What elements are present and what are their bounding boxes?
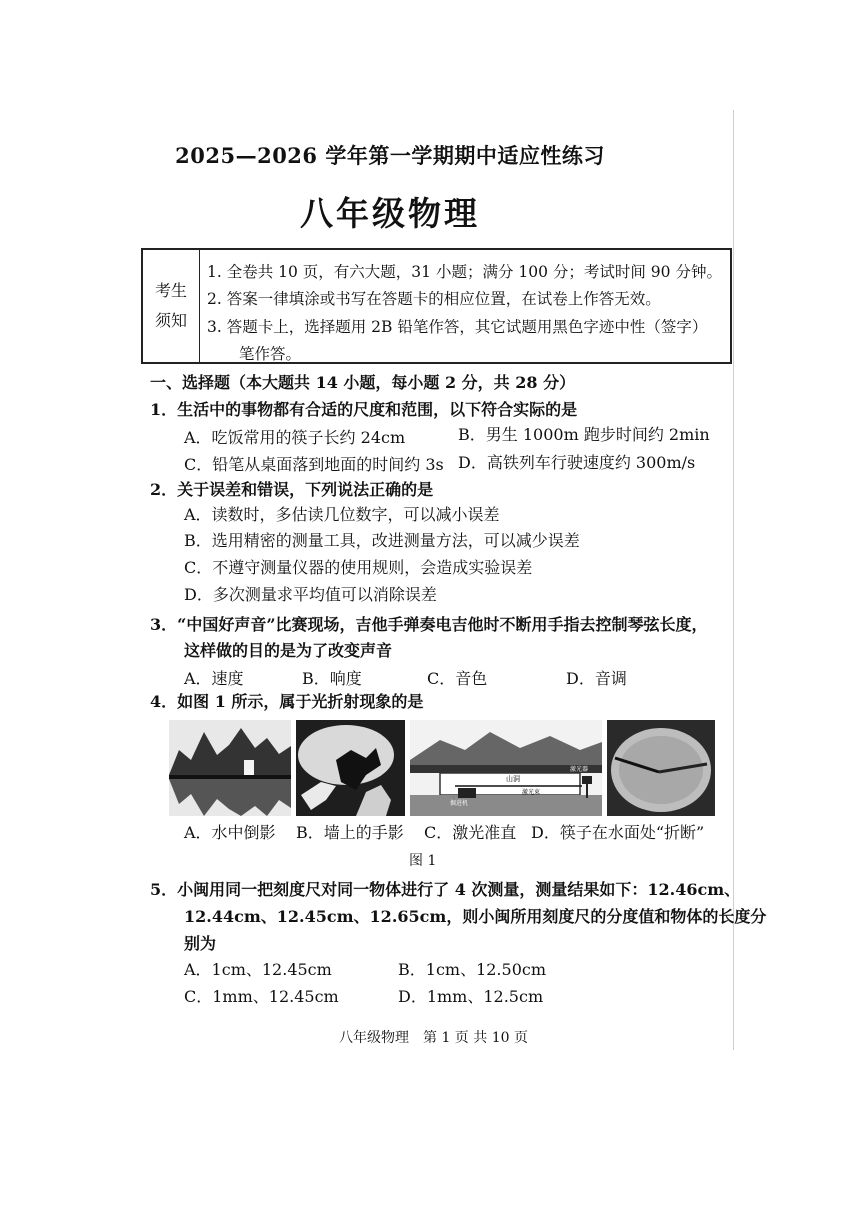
question-5-stem-line1: 5．小闽用同一把刻度尺对同一物体进行了 4 次测量，测量结果如下：12.46cm、 bbox=[150, 880, 741, 899]
question-5-option-d: D．1mm、12.5cm bbox=[398, 987, 544, 1006]
question-3-option-d: D．音调 bbox=[566, 669, 627, 688]
question-3-option-a: A．速度 bbox=[184, 669, 244, 688]
figure-caption: 图 1 bbox=[409, 853, 437, 869]
question-4-option-b: B．墙上的手影 bbox=[296, 823, 404, 842]
question-3-stem-line1: 3．“中国好声音”比赛现场，吉他手弹奏电吉他时不断用手指去控制琴弦长度， bbox=[150, 615, 708, 634]
question-3-stem-line2: 这样做的目的是为了改变声音 bbox=[184, 641, 393, 660]
question-5-option-a: A．1cm、12.45cm bbox=[184, 960, 332, 979]
section-heading: 一、选择题（本大题共 14 小题，每小题 2 分，共 28 分） bbox=[150, 373, 576, 392]
page-footer: 八年级物理 第 1 页 共 10 页 bbox=[339, 1030, 528, 1046]
figure-image-chopsticks bbox=[607, 720, 715, 816]
subject-title: 八年级物理 bbox=[300, 194, 480, 233]
question-5-stem-line3: 别为 bbox=[184, 934, 217, 953]
question-5-option-c: C．1mm、12.45cm bbox=[184, 987, 339, 1006]
question-4-option-a: A．水中倒影 bbox=[184, 823, 276, 842]
figure-label-laser: 激光器 bbox=[570, 766, 589, 773]
question-4-option-c: C．激光准直 bbox=[424, 823, 517, 842]
question-2-option-b: B．选用精密的测量工具，改进测量方法，可以减少误差 bbox=[184, 531, 580, 550]
question-1-stem: 1．生活中的事物都有合适的尺度和范围，以下符合实际的是 bbox=[150, 400, 578, 419]
question-3-option-b: B．响度 bbox=[302, 669, 362, 688]
notice-label-line1: 考生 bbox=[154, 281, 187, 300]
question-5-option-b: B．1cm、12.50cm bbox=[398, 960, 547, 979]
figure-label-beam: 激光束 bbox=[522, 789, 541, 796]
notice-label-line2: 须知 bbox=[154, 311, 187, 330]
figure-label-machine: 掘进机 bbox=[450, 800, 469, 807]
question-4-stem: 4．如图 1 所示，属于光折射现象的是 bbox=[150, 692, 424, 711]
question-5-stem-line2: 12.44cm、12.45cm、12.65cm，则小闽所用刻度尺的分度值和物体的长度分 bbox=[184, 907, 767, 926]
notice-rule-3-cont: 笔作答。 bbox=[239, 345, 302, 363]
question-1-option-b: B．男生 1000m 跑步时间约 2min bbox=[458, 425, 710, 444]
question-1-option-d: D．高铁列车行驶速度约 300m/s bbox=[458, 453, 696, 472]
question-1-option-a: A．吃饭常用的筷子长约 24cm bbox=[184, 428, 406, 447]
question-2-option-c: C．不遵守测量仪器的使用规则，会造成实验误差 bbox=[184, 558, 533, 577]
notice-rule-2: 2. 答案一律填涂或书写在答题卡的相应位置，在试卷上作答无效。 bbox=[207, 290, 661, 308]
figure-label-tunnel: 山洞 bbox=[506, 775, 520, 783]
question-1-option-c: C．铅笔从桌面落到地面的时间约 3s bbox=[184, 455, 444, 474]
question-2-option-a: A．读数时，多估读几位数字，可以减小误差 bbox=[184, 505, 500, 524]
figure-image-hand-shadow bbox=[296, 720, 405, 816]
question-2-option-d: D．多次测量求平均值可以消除误差 bbox=[184, 585, 437, 604]
notice-rule-3: 3. 答题卡上，选择题用 2B 铅笔作答，其它试题用黑色字迹中性（签字） bbox=[207, 318, 708, 336]
notice-rule-1: 1. 全卷共 10 页，有六大题，31 小题；满分 100 分；考试时间 90 分钟。 bbox=[207, 263, 722, 281]
figure-image-reflection bbox=[169, 720, 291, 816]
question-3-option-c: C．音色 bbox=[427, 669, 488, 688]
figure-image-laser-tunnel bbox=[410, 720, 602, 816]
question-2-stem: 2．关于误差和错误，下列说法正确的是 bbox=[150, 480, 434, 499]
question-4-option-d: D．筷子在水面处“折断” bbox=[531, 823, 705, 842]
exam-title: 2025—2026 学年第一学期期中适应性练习 bbox=[175, 143, 605, 168]
notice-box bbox=[141, 248, 732, 364]
notice-label bbox=[143, 250, 200, 362]
